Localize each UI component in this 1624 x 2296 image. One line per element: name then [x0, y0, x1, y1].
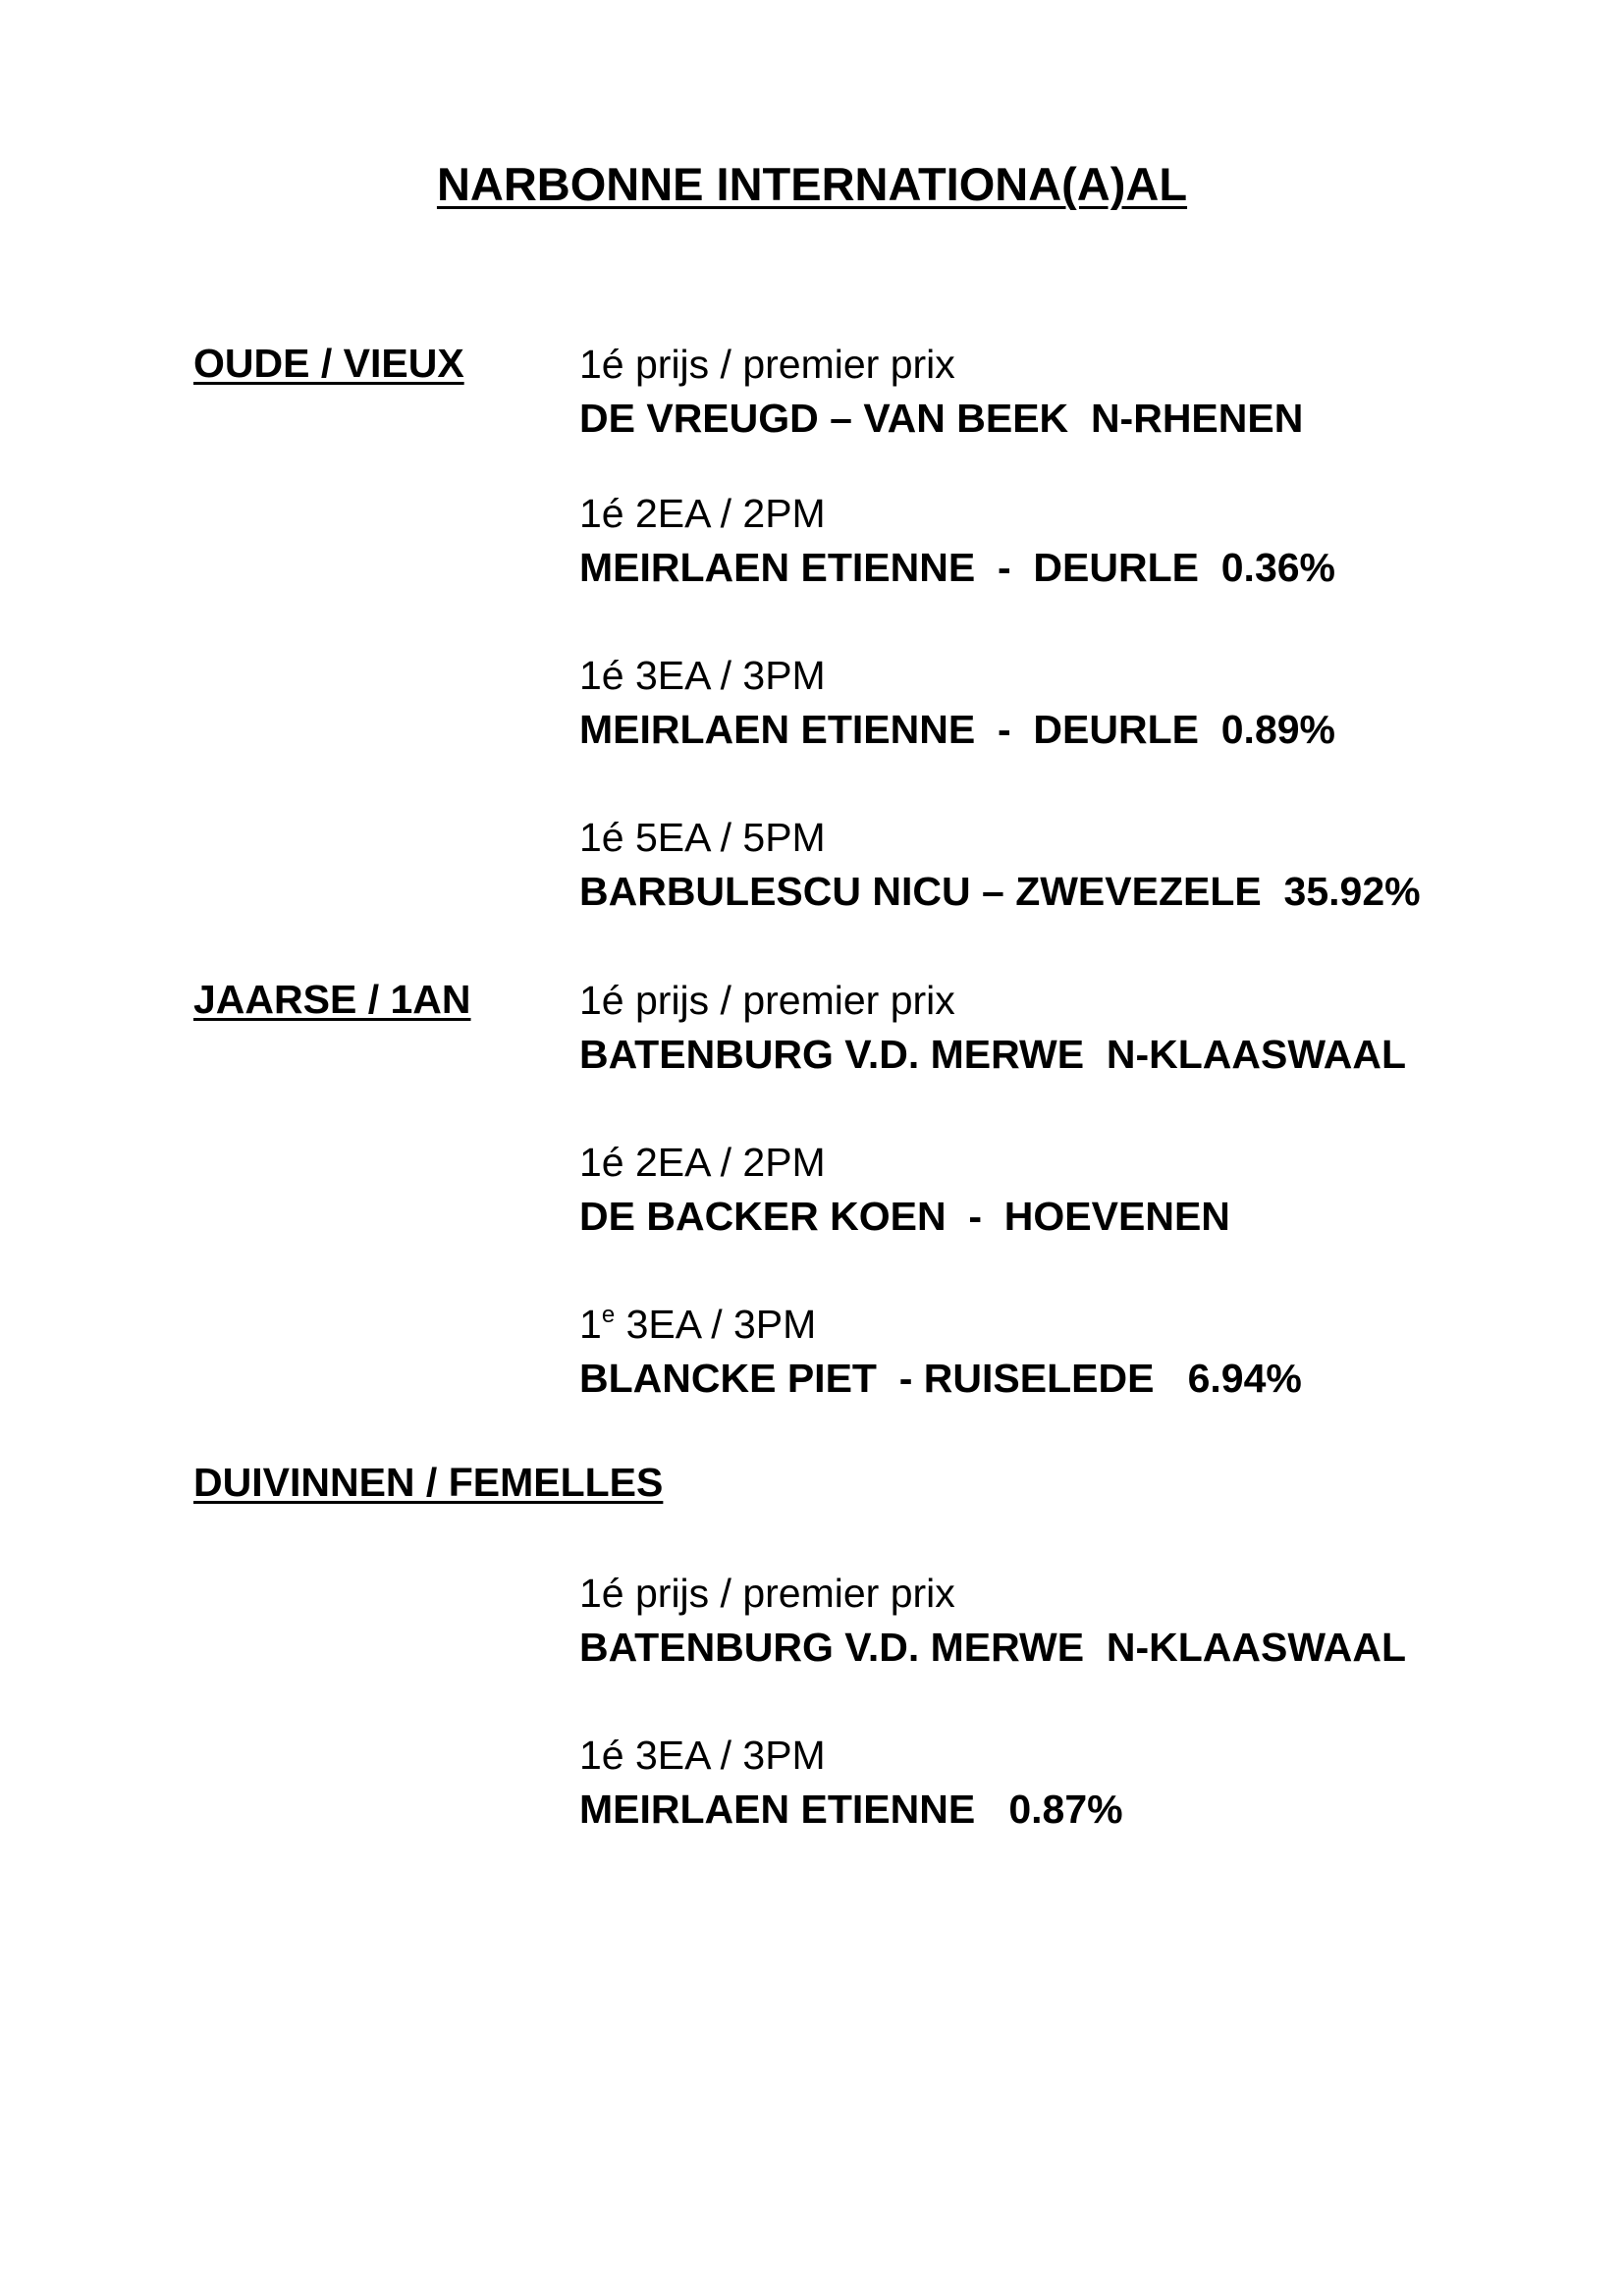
result-entry — [579, 811, 1421, 919]
winner-name: BARBULESCU NICU – ZWEVEZELE 35.92% — [579, 869, 1421, 914]
prize-label: 1é prijs / premier prix — [579, 1571, 955, 1616]
winner-name: MEIRLAEN ETIENNE 0.87% — [579, 1787, 1123, 1832]
result-entry — [579, 1298, 1302, 1406]
result-entry — [579, 1729, 1123, 1837]
prize-category: 3EA / 3PM — [615, 1302, 817, 1347]
result-entry — [579, 487, 1335, 595]
prize-label — [579, 1298, 1302, 1352]
prize-label: 1é prijs / premier prix — [579, 342, 955, 387]
winner-name: DE VREUGD – VAN BEEK N-RHENEN — [579, 396, 1304, 441]
winner-name: BATENBURG V.D. MERWE N-KLAASWAAL — [579, 1032, 1407, 1077]
result-entry — [579, 1567, 1406, 1675]
section-label-oude-vieux: OUDE / VIEUX — [193, 341, 464, 386]
result-entry — [579, 338, 1303, 446]
prize-label: 1é 2EA / 2PM — [579, 491, 826, 536]
section-label-duivinnen-femelles: DUIVINNEN / FEMELLES — [193, 1460, 664, 1505]
prize-label: 1é 2EA / 2PM — [579, 1140, 826, 1185]
section-label-jaarse-1an: JAARSE / 1AN — [193, 977, 471, 1022]
prize-label: 1é 3EA / 3PM — [579, 653, 826, 698]
prize-label: 1é 3EA / 3PM — [579, 1733, 826, 1778]
prize-rank-superscript: e — [601, 1302, 616, 1328]
page-title: NARBONNE INTERNATIONA(A)AL — [436, 158, 1188, 210]
result-entry — [579, 649, 1335, 757]
result-entry — [579, 1136, 1230, 1244]
prize-label: 1é 5EA / 5PM — [579, 815, 826, 860]
winner-name: BATENBURG V.D. MERWE N-KLAASWAAL — [579, 1625, 1407, 1670]
winner-name: BLANCKE PIET - RUISELEDE 6.94% — [579, 1356, 1302, 1401]
prize-label: 1é prijs / premier prix — [579, 978, 955, 1023]
result-entry — [579, 974, 1406, 1082]
winner-name: DE BACKER KOEN - HOEVENEN — [579, 1194, 1230, 1239]
winner-name: MEIRLAEN ETIENNE - DEURLE 0.89% — [579, 707, 1336, 752]
winner-name: MEIRLAEN ETIENNE - DEURLE 0.36% — [579, 545, 1336, 590]
prize-rank: 1 — [579, 1302, 602, 1347]
